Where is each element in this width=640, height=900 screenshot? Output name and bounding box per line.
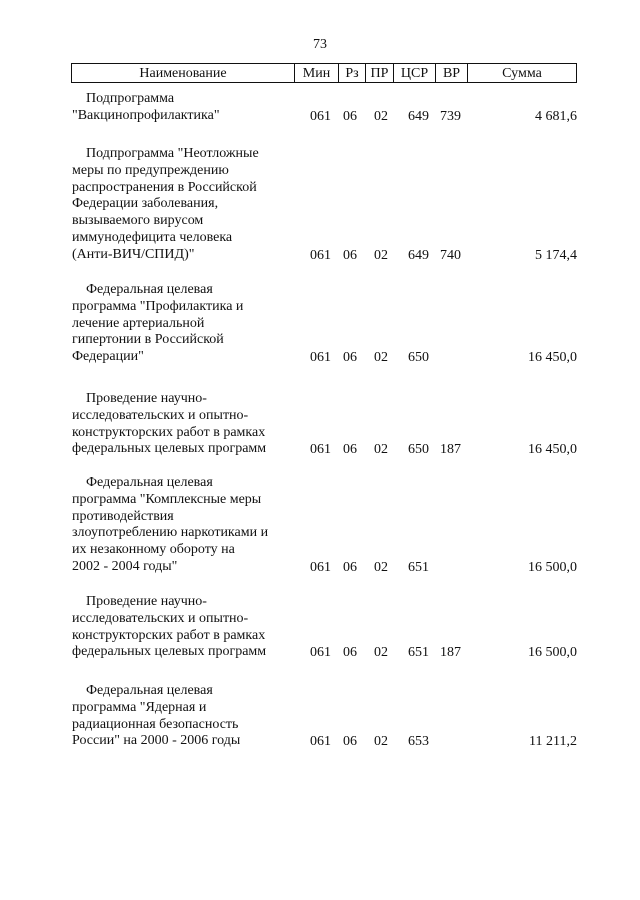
row-name-line: Подпрограмма "Неотложные (86, 146, 259, 161)
row-name-line: злоупотреблению наркотиками и (72, 525, 269, 541)
row-codes (0, 108, 640, 125)
row-name-line: вызываемого вирусом (72, 213, 204, 229)
row-name-line: конструкторских работ в рамках (72, 424, 266, 440)
cell-sum: 4 681,6 (535, 108, 577, 124)
row-codes (0, 733, 640, 750)
cell-csr: 651 (408, 645, 429, 661)
row-name-line: меры по предупреждению (72, 162, 229, 178)
cell-min: 061 (310, 559, 331, 575)
row-name-line: радиационная безопасность (72, 716, 239, 732)
cell-pr: 02 (374, 247, 388, 263)
row-name-line: Проведение научно- (86, 391, 207, 406)
cell-pr: 02 (374, 734, 388, 750)
table-row (0, 475, 640, 576)
row-name-line: Федеральная целевая (86, 282, 213, 297)
cell-sum: 16 500,0 (528, 559, 577, 575)
table-row (0, 91, 640, 125)
cell-csr: 653 (408, 734, 429, 750)
cell-min: 061 (310, 645, 331, 661)
table-row (0, 282, 640, 366)
row-name-line: иммунодефицита человека (72, 229, 233, 245)
row-name-line: 2002 - 2004 годы" (72, 558, 178, 574)
cell-rz: 06 (343, 442, 357, 458)
cell-rz: 06 (343, 247, 357, 263)
row-name-line: Проведение научно- (86, 594, 207, 609)
cell-rz: 06 (343, 734, 357, 750)
cell-csr: 649 (408, 108, 429, 124)
table-row (0, 146, 640, 264)
cell-csr: 651 (408, 559, 429, 575)
cell-rz: 06 (343, 559, 357, 575)
row-name-line: федеральных целевых программ (72, 644, 267, 660)
row-name-line: исследовательских и опытно- (72, 407, 249, 423)
table-row (0, 391, 640, 458)
column-header-rz: Рз (339, 64, 366, 82)
cell-vr: 740 (440, 247, 461, 263)
column-header-csr: ЦСР (394, 64, 436, 82)
table-row (0, 594, 640, 661)
cell-min: 061 (310, 108, 331, 124)
column-header-sum: Сумма (502, 66, 542, 81)
cell-vr: 187 (440, 645, 461, 661)
row-codes (0, 559, 640, 576)
cell-rz: 06 (343, 645, 357, 661)
cell-min: 061 (310, 442, 331, 458)
cell-min: 061 (310, 734, 331, 750)
cell-sum: 16 450,0 (528, 350, 577, 365)
row-name-line: Подпрограмма (86, 91, 175, 106)
row-name-line: "Вакцинопрофилактика" (72, 107, 220, 123)
cell-vr: 739 (440, 108, 461, 124)
cell-csr: 650 (408, 442, 429, 458)
column-header-min: Мин (295, 64, 339, 82)
column-header-name: Наименование (72, 64, 295, 82)
column-header-pr: ПР (366, 64, 394, 82)
page-number: 73 (313, 37, 327, 52)
cell-pr: 02 (374, 442, 388, 458)
cell-csr: 649 (408, 247, 429, 263)
row-name-line: программа "Профилактика и (72, 298, 244, 314)
row-name-line: программа "Комплексные меры (72, 491, 262, 507)
cell-pr: 02 (374, 559, 388, 575)
row-name-line: России" на 2000 - 2006 годы (72, 733, 241, 749)
row-name-line: Федеральная целевая (86, 683, 213, 698)
row-name-line: Федеральная целевая (86, 475, 213, 490)
row-name-line: (Анти-ВИЧ/СПИД)" (72, 246, 195, 262)
cell-vr: 187 (440, 442, 461, 458)
row-name-line: федеральных целевых программ (72, 441, 267, 457)
cell-min: 061 (310, 350, 331, 365)
row-name-line: исследовательских и опытно- (72, 610, 249, 626)
cell-pr: 02 (374, 108, 388, 124)
row-codes (0, 247, 640, 264)
cell-pr: 02 (374, 350, 388, 365)
row-name-line: гипертонии в Российской (72, 332, 224, 348)
cell-sum: 16 450,0 (528, 442, 577, 458)
row-name-line: конструкторских работ в рамках (72, 627, 266, 643)
cell-csr: 650 (408, 350, 429, 365)
row-codes (0, 441, 640, 458)
cell-sum: 16 500,0 (528, 645, 577, 661)
row-name-line: их незаконному обороту на (72, 542, 235, 558)
cell-sum: 11 211,2 (529, 734, 577, 750)
row-name-line: противодействия (72, 508, 174, 524)
row-name-line: распространения в Российской (72, 179, 257, 195)
row-name-line: Федерации" (72, 349, 144, 365)
cell-min: 061 (310, 247, 331, 263)
column-header-vr: ВР (436, 64, 468, 82)
row-codes (0, 349, 640, 366)
row-codes (0, 644, 640, 661)
row-name-line: лечение артериальной (72, 315, 205, 331)
row-name-line: Федерации заболевания, (72, 196, 219, 212)
table-row (0, 683, 640, 750)
table-header (71, 63, 577, 83)
row-name-line: программа "Ядерная и (72, 699, 207, 715)
cell-rz: 06 (343, 350, 357, 365)
cell-rz: 06 (343, 108, 357, 124)
cell-pr: 02 (374, 645, 388, 661)
cell-sum: 5 174,4 (535, 247, 577, 263)
